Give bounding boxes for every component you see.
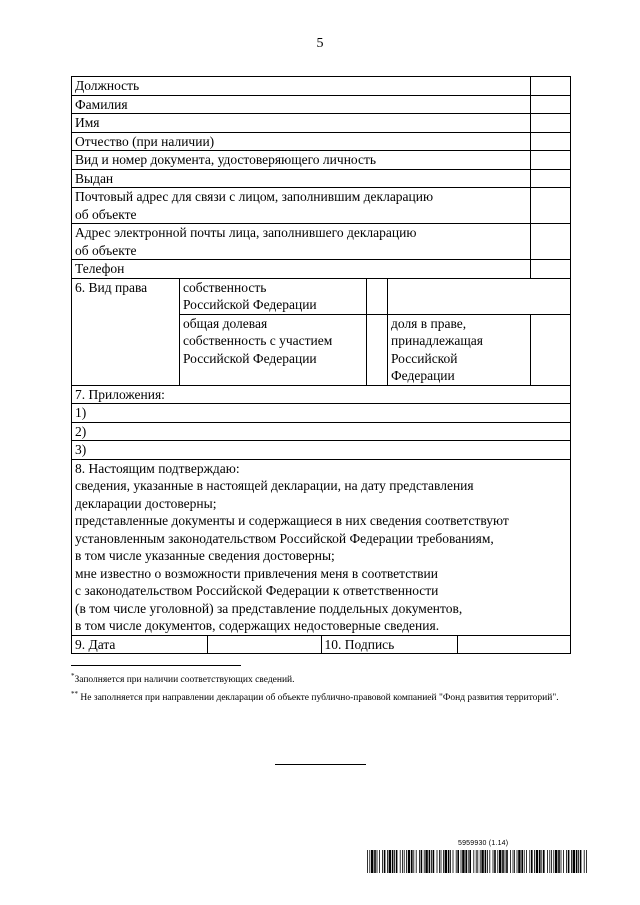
attachment-item[interactable]: 2) xyxy=(72,422,571,441)
row-attachment-2 xyxy=(72,422,571,441)
id-document-label: Вид и номер документа, удостоверяющего личность xyxy=(72,151,531,170)
confirmation-title: 8. Настоящим подтверждаю: xyxy=(75,460,240,476)
footnotes xyxy=(71,670,570,706)
row-attachments-title xyxy=(72,385,571,404)
postal-address-label xyxy=(72,188,531,224)
confirmation-line: декларации достоверны; xyxy=(75,495,217,511)
row-patronymic xyxy=(72,132,571,151)
date-value-cell[interactable] xyxy=(207,636,321,654)
row-attachment-3 xyxy=(72,441,571,460)
row-confirmation xyxy=(72,459,571,635)
federal-share-line: доля в праве, xyxy=(391,315,467,331)
issued-by-label: Выдан xyxy=(72,169,531,188)
right-option-shared-ownership xyxy=(180,314,367,385)
footnote-1-mark: * xyxy=(71,672,75,680)
federal-ownership-blank xyxy=(388,278,571,314)
confirmation-line: с законодательством Российской Федерации к ответственности xyxy=(75,583,439,598)
position-value-cell[interactable] xyxy=(531,77,571,96)
email-label xyxy=(72,224,531,260)
federal-share-line: Федерации xyxy=(391,368,455,383)
confirmation-line: мне известно о возможности привлечения меня в соответствии xyxy=(75,565,438,581)
federal-share-value-cell[interactable] xyxy=(531,314,571,385)
footnote-2-mark: ** xyxy=(71,690,78,699)
first-name-value-cell[interactable] xyxy=(531,114,571,133)
federal-share-line: принадлежащая xyxy=(391,333,483,348)
email-value-cell[interactable] xyxy=(531,224,571,260)
center-separator xyxy=(275,764,366,765)
phone-label: Телефон xyxy=(72,260,531,279)
position-label: Должность xyxy=(72,77,531,96)
right-option-federal-ownership xyxy=(180,278,367,314)
confirmation-line: сведения, указанные в настоящей декларации, на дату представления xyxy=(75,478,474,493)
page-number: 5 xyxy=(316,36,324,51)
footnote-1 xyxy=(71,670,570,686)
row-position xyxy=(72,77,571,96)
federal-ownership-checkbox[interactable] xyxy=(367,278,388,314)
postal-address-label-line: об объекте xyxy=(75,206,137,222)
shared-ownership-checkbox[interactable] xyxy=(367,314,388,385)
signature-value-cell[interactable] xyxy=(457,636,571,654)
right-option-line: общая долевая xyxy=(183,315,268,331)
footnote-1-text: Заполняется при наличии соответствующих сведений. xyxy=(74,675,295,686)
right-option-line: собственность с участием xyxy=(183,333,333,348)
last-name-value-cell[interactable] xyxy=(531,95,571,114)
row-phone xyxy=(72,260,571,279)
last-name-label: Фамилия xyxy=(72,95,531,114)
barcode-icon xyxy=(367,850,587,873)
email-label-line: об объекте xyxy=(75,242,137,258)
row-email xyxy=(72,224,571,260)
attachments-title: 7. Приложения: xyxy=(72,385,571,404)
right-option-line: Российской Федерации xyxy=(183,297,317,312)
date-signature-row xyxy=(72,635,571,654)
confirmation-line: в том числе указанные сведения достоверны; xyxy=(75,548,335,563)
patronymic-label: Отчество (при наличии) xyxy=(72,132,531,151)
first-name-label: Имя xyxy=(72,114,531,133)
footnote-2-text: Не заполняется при направлении декларации об объекте публично-правовой компанией "Фонд развития территорий". xyxy=(80,693,559,704)
attachment-item[interactable]: 1) xyxy=(72,404,571,423)
confirmation-line: представленные документы и содержащиеся в них сведения соответствуют xyxy=(75,513,509,528)
confirmation-line: в том числе документов, содержащих недостоверные сведения. xyxy=(75,618,440,633)
row-postal-address xyxy=(72,188,571,224)
row-first-name xyxy=(72,114,571,133)
row-date-signature xyxy=(72,635,571,654)
barcode-label: 5959930 (1.14) xyxy=(458,840,509,847)
date-signature-table xyxy=(72,636,571,654)
row-attachment-1 xyxy=(72,404,571,423)
confirmation-line: (в том числе уголовной) за представление поддельных документов, xyxy=(75,600,463,616)
date-label: 9. Дата xyxy=(72,636,207,654)
footnote-2 xyxy=(71,688,570,704)
attachment-item[interactable]: 3) xyxy=(72,441,571,460)
federal-share-label xyxy=(388,314,531,385)
declaration-form-table xyxy=(71,76,571,654)
row-id-document xyxy=(72,151,571,170)
postal-address-value-cell[interactable] xyxy=(531,188,571,224)
patronymic-value-cell[interactable] xyxy=(531,132,571,151)
confirmation-block xyxy=(72,459,571,635)
right-option-line: Российской Федерации xyxy=(183,350,317,366)
issued-by-value-cell[interactable] xyxy=(531,169,571,188)
row-right-type-1 xyxy=(72,278,571,314)
email-label-line: Адрес электронной почты лица, заполнившего декларацию xyxy=(75,225,417,240)
federal-share-line: Российской xyxy=(391,350,458,366)
row-last-name xyxy=(72,95,571,114)
right-option-line: собственность xyxy=(183,279,267,295)
right-type-title: 6. Вид права xyxy=(72,278,180,385)
row-issued-by xyxy=(72,169,571,188)
postal-address-label-line: Почтовый адрес для связи с лицом, заполнившим декларацию xyxy=(75,189,434,204)
footnote-separator xyxy=(71,665,241,666)
confirmation-line: установленным законодательством Российской Федерации требованиям, xyxy=(75,530,494,546)
signature-label: 10. Подпись xyxy=(321,636,457,654)
phone-value-cell[interactable] xyxy=(531,260,571,279)
id-document-value-cell[interactable] xyxy=(531,151,571,170)
